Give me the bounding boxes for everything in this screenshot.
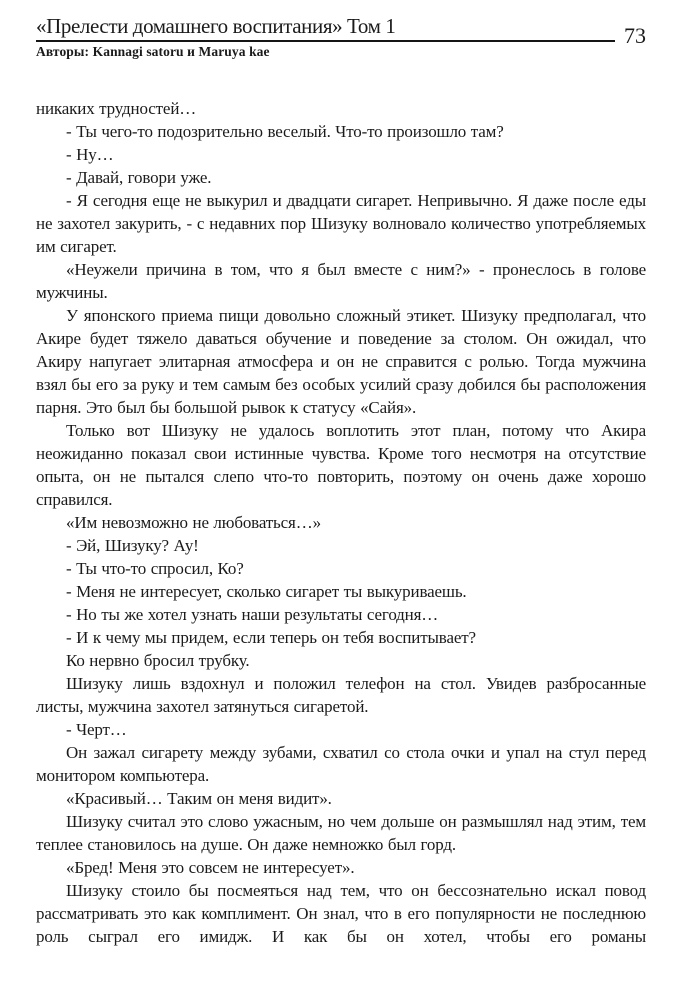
book-title: «Прелести домашнего воспитания» Том 1	[36, 14, 396, 38]
paragraph: Шизуку стоило бы посмеяться над тем, что он бессознательно искал повод рассматривать это как комплимент. Он знал, что в его популярности не последнюю роль сыграл его имидж. И как бы он хотел, чтобы его романы	[36, 881, 646, 946]
paragraph: - И к чему мы придем, если теперь он тебя воспитывает?	[66, 628, 476, 647]
paragraph: - Давай, говори уже.	[66, 168, 212, 187]
header-title-underline	[36, 14, 615, 42]
page-header	[36, 14, 646, 60]
paragraph: Шизуку считал это слово ужасным, но чем дольше он размышлял над этим, тем теплее становилось на душе. Он даже немножко был горд.	[36, 812, 646, 854]
paragraph: У японского приема пищи довольно сложный этикет. Шизуку предполагал, что Акире будет тяжело даваться обучение и поведение за столом. Он ожидал, что Акиру напугает элитарная атмосфера и он не справится с ролью. Тогда мужчина взял бы его за руку и тем самым без особых усилий сразу добился бы расположения парня. Это был бы большой рывок к статусу «Сайя».	[36, 306, 646, 417]
paragraph: - Ты что-то спросил, Ко?	[66, 559, 244, 578]
paragraph: «Красивый… Таким он меня видит».	[66, 789, 332, 808]
paragraph: Только вот Шизуку не удалось воплотить этот план, потому что Акира неожиданно показал свои истинные чувства. Кроме того несмотря на отсутствие опыта, он не пытался слепо что-то повторить, поэтому он очень даже хорошо справился.	[36, 421, 646, 509]
header-row	[36, 14, 646, 48]
paragraph: Он зажал сигарету между зубами, схватил со стола очки и упал на стул перед монитором компьютера.	[36, 743, 646, 785]
paragraph: - Но ты же хотел узнать наши результаты сегодня…	[66, 605, 439, 624]
paragraph: «Неужели причина в том, что я был вместе с ним?» - пронеслось в голове мужчины.	[36, 260, 646, 302]
page-number: 73	[624, 23, 646, 48]
paragraph: Ко нервно бросил трубку.	[66, 651, 250, 670]
paragraph: - Эй, Шизуку? Ау!	[66, 536, 199, 555]
page-body	[36, 97, 646, 948]
paragraph: - Ты чего-то подозрительно веселый. Что-то произошло там?	[66, 122, 504, 141]
paragraph: - Я сегодня еще не выкурил и двадцати сигарет. Непривычно. Я даже после еды не захотел закурить, - с недавних пор Шизуку волновало количество употребляемых им сигарет.	[36, 191, 646, 256]
paragraph: - Ну…	[66, 145, 114, 164]
paragraph: «Им невозможно не любоваться…»	[66, 513, 321, 532]
authors-line: Авторы: Kannagi satoru и Maruya kae	[36, 44, 270, 59]
paragraph: Шизуку лишь вздохнул и положил телефон на стол. Увидев разбросанные листы, мужчина захотел затянуться сигаретой.	[36, 674, 646, 716]
paragraph: «Бред! Меня это совсем не интересует».	[66, 858, 355, 877]
paragraph: никаких трудностей…	[36, 99, 197, 118]
paragraph: - Меня не интересует, сколько сигарет ты выкуриваешь.	[66, 582, 467, 601]
paragraph: - Черт…	[66, 720, 127, 739]
